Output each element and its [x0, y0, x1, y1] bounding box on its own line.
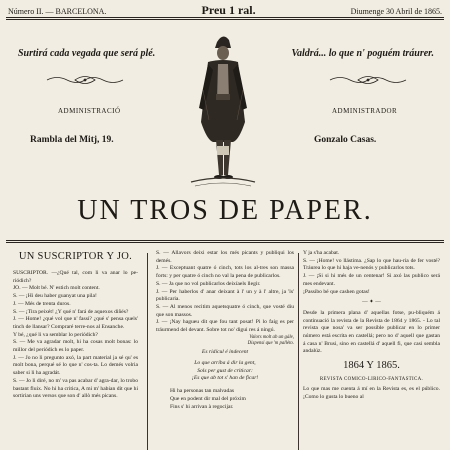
- admin-right-value: Gonzalo Casas.: [314, 135, 377, 145]
- column-3: [303, 250, 440, 401]
- dialogue-line: J. — ¡Nay hagueu dit que fou tant posat! Pi lo faig es per tráurmend del devant. Sobre tot no' digui res á ningú.: [156, 319, 294, 334]
- admin-left-value: Rambla del Mitj, 19.: [30, 135, 114, 145]
- verse-line: Que en podent dir mal del próxim: [170, 395, 246, 402]
- issue-price: Preu 1 ral.: [201, 3, 256, 17]
- dialogue-line: ¡Passibo bé que cashen gotas!: [303, 288, 370, 295]
- dialogue-line: S. — ¡Home! vo llástima. ¿Sap lo que hau-ria de fer vosté? Tráurea lo que hi haja ve-nenós y publicarlos tots.: [303, 257, 440, 272]
- verse-line: Sols per gust de criticar:: [197, 367, 253, 374]
- issue-date: Diumenge 30 Abril de 1865.: [350, 7, 442, 16]
- column-separator-1: [147, 253, 148, 450]
- verse-line: Hi ha personas tan malvadas: [170, 388, 234, 395]
- masthead-rule: [6, 17, 444, 18]
- admin-right-label: ADMINISTRADOR: [332, 107, 398, 115]
- dialogue-line: S. — Ja que no vol publicarlos deixíaels llegir.: [156, 280, 261, 287]
- dialogue-line: Y ja s'ha acabat.: [303, 250, 340, 256]
- intro-paragraph: Desde la primera plana d' aquellas fotse, pu-bliquém á continuació la revista de la Revista de 1864 y 1865. - Lo tal revista que nosa' va ser possible publicar en lo primer número está escrita en castellá; pero no d' aquell que gastan á casa n' Brusi, sino en castellá d' aquell fi, que casi sembla andalúz.: [303, 309, 440, 355]
- verse-line: Es ridícul é indecent: [201, 349, 249, 356]
- body-line: Lo que mas me cuenta á mí en la Revista es, es el público. ¡Como lo gusta lo bueno al: [303, 385, 440, 400]
- dialogue-line: J. — Jo no li pregunto axó, la part material ja sé qu' es molt bona, perqué sé lo que n' cos-ta. Lo demés volria saber si li ha agradát.: [13, 354, 138, 377]
- dialogue-line: J. — ¡Si si hi més de un centenar! Si axó las publico será mes endevant.: [303, 273, 440, 287]
- dialogue-line: S. — Me va agradar molt, hi ha cosas molt bonas: lo millor del periódich es lo paper.: [13, 339, 138, 354]
- title-rule: [6, 240, 444, 241]
- dialogue-line: S. — ¡Tira peixét! ¿Y qué n' fará de aquexos diñés?: [13, 308, 129, 315]
- dialogue-line: J. — Més de trenta duros.: [13, 300, 71, 307]
- section-subheading: REVISTA COMICO-LIRICO-FANTASTICA.: [319, 377, 424, 383]
- column-1: [13, 250, 138, 401]
- dialogue-line: Y bé, ¿qué li va semblar lo periódich?: [13, 331, 98, 338]
- masthead-rule-thin: [6, 19, 444, 20]
- dialogue-line: JO. — Molt bé. N' estich molt content.: [13, 285, 100, 292]
- issue-number: Número II. — BARCELONA.: [8, 7, 107, 16]
- motto-left: Surtirá cada vegada que será plé.: [18, 48, 156, 59]
- verse-block: [156, 335, 294, 383]
- verse-line: Fins s' hi arrivan à regocijar.: [170, 403, 234, 410]
- verse-note: Valors molt ab un gále,: [249, 334, 294, 340]
- masthead: [8, 3, 442, 16]
- verse-line: ¡Es que ab tot s' han de ficar!: [191, 375, 259, 382]
- section-heading: 1864 Y 1865.: [343, 360, 400, 372]
- column-2: [156, 250, 294, 411]
- ornament-right: [328, 74, 408, 86]
- dialogue-line: J. — Exceptuant quatre ó cinch, tots los al-tres son massa forts: y per quatre ó cinch no val la pena de publicarlos.: [156, 265, 294, 280]
- admin-left-label: ADMINISTRACIÓ: [58, 107, 121, 115]
- dialogue-line: J. — Home! ¿qué vol que n' fassi? ¿qué s' pensa quels' tinch de llansar? Compraré terre-nos al Ensanche.: [13, 316, 138, 330]
- dialogue-line: S. — ¡Hi deu haber guanyat una pila!: [13, 293, 97, 300]
- verse-line: Lo que arriba á dir la gent,: [194, 360, 256, 367]
- dialogue-line: SUSCRIPTOR. —¿Qué tal, com li va anar lo pe-riódich?: [13, 270, 138, 284]
- dialogue-line: S. — Allavors deixi estar los més picants y publiqui los demés.: [156, 250, 294, 264]
- dialogue-line: J. — Per haberlos d' anar deixant à l' un y à l' altre, ja 'ls' publicaria.: [156, 288, 294, 303]
- motto-right: Valdrá... lo que n' poguém tráurer.: [291, 48, 434, 59]
- dialogue-line: S. — Al menos recitim aquetsquatre ó cinch, que vosté diu que son massos.: [156, 303, 294, 318]
- column-separator-2: [298, 253, 299, 450]
- dialogue-line: S. — Jo li diré, no m' va pas acabar d' agra-dar, lo trobo bastant fluix. No hi ha critica, A mi m' habian dit que hi sortirian uns versos que son d' allò més picans.: [13, 377, 138, 400]
- section-divider: — ✦ —: [362, 299, 381, 306]
- title-rule-thin: [6, 242, 444, 243]
- newspaper-title: UN TROS DE PAPER.: [77, 195, 373, 226]
- column-1-heading: UN SUSCRIPTOR Y JO.: [18, 251, 133, 262]
- engraved-figure-illustration: [173, 30, 273, 190]
- ornament-left: [45, 74, 125, 86]
- verse-note: Dispensi que 'm palléto.: [247, 340, 294, 346]
